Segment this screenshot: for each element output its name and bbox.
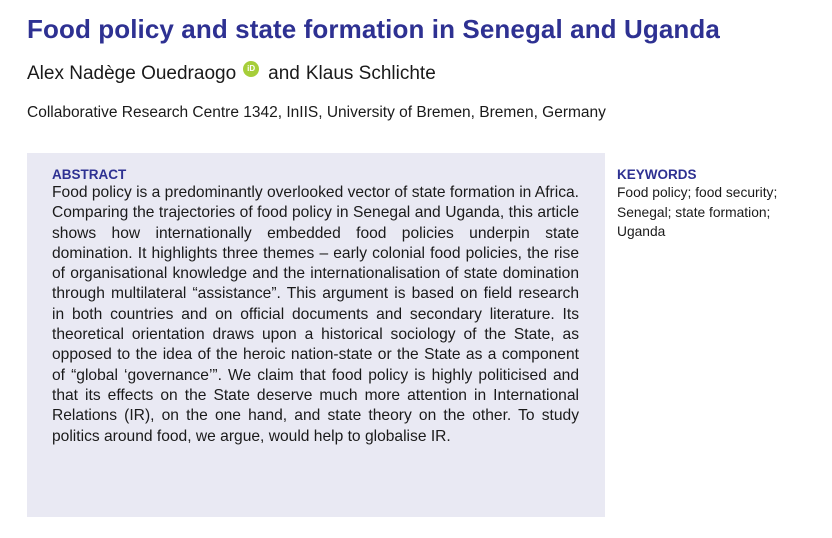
keywords-heading: KEYWORDS [617,167,697,182]
abstract-body: Food policy is a predominantly overlooked vector of state formation in Africa. Comparing the trajectories of food policy in Senegal and Uganda, this article shows how internationally embedded food policies underpin state domination. It highlights three themes – early colonial food policies, the rise of organisational knowledge and the internationalisation of state domination through multilateral “assistance”. This argument is based on field research in both countries and on official documents and secondary literature. Its theoretical orientation draws upon a historical sociology of the State, as opposed to the idea of the heroic nation-state or the State as a component of “global ‘governance’”. We claim that food policy is highly politicised and that its effects on the State deserve much more attention in International Relations (IR), on the one hand, and state theory on the other. To study politics around food, we argue, would help to globalise IR. [52,184,579,445]
orcid-icon[interactable]: iD [243,61,259,77]
abstract-heading: ABSTRACT [52,167,127,182]
author-name: Klaus Schlichte [305,63,436,84]
keywords-panel [617,167,817,242]
affiliation: Collaborative Research Centre 1342, InIIS, University of Bremen, Bremen, Germany [27,104,606,121]
author-conjunction: and [268,63,300,84]
author-line [27,63,436,85]
abstract-panel [27,153,605,517]
article-title: Food policy and state formation in Senegal and Uganda [27,14,720,44]
keywords-list: Food policy; food security; Senegal; state formation; Uganda [617,185,778,239]
author-name: Alex Nadège Ouedraogo [27,63,237,84]
